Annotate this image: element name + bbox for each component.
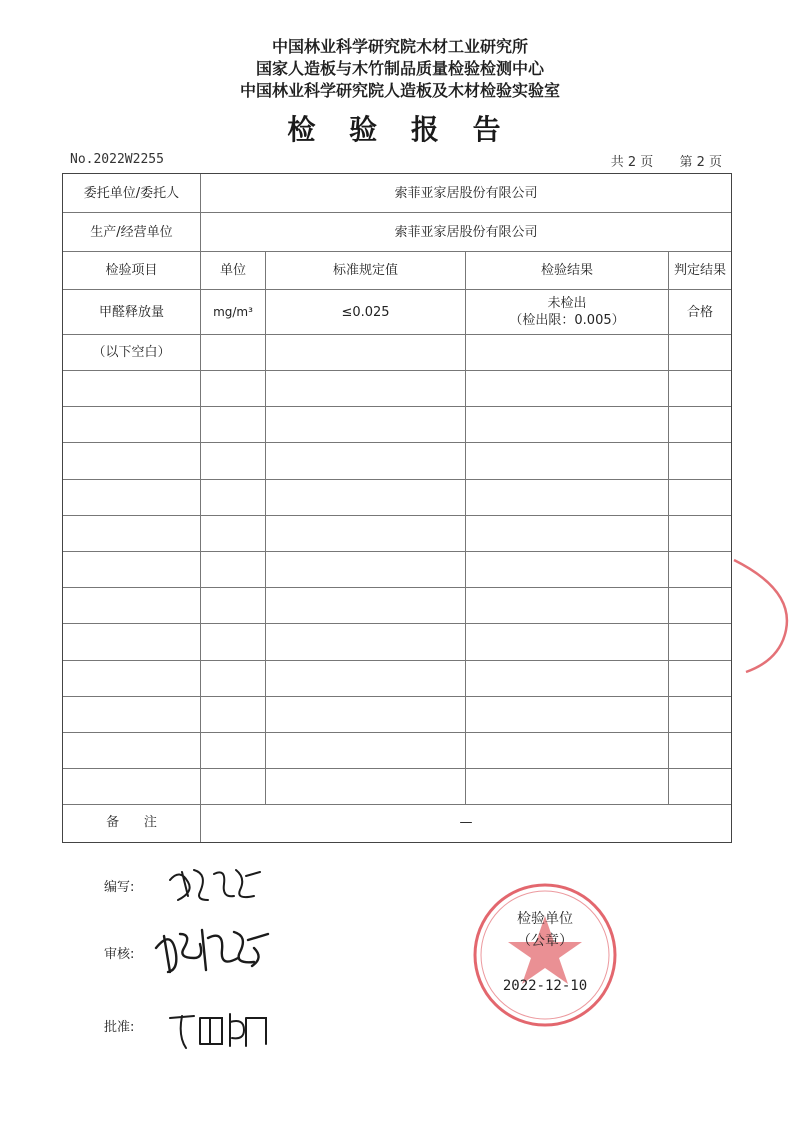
empty-cell — [466, 697, 669, 732]
empty-cell — [201, 624, 266, 659]
reviewer-signature — [150, 918, 280, 978]
header-standard: 标准规定值 — [266, 252, 466, 289]
empty-cell — [266, 624, 466, 659]
empty-cell — [466, 480, 669, 515]
empty-cell — [201, 371, 266, 406]
empty-cell — [266, 371, 466, 406]
empty-cell — [266, 516, 466, 551]
empty-cell — [63, 624, 201, 659]
cell-unit: mg/m³ — [201, 290, 266, 334]
empty-cell — [669, 661, 731, 696]
table-row — [63, 588, 731, 624]
empty-cell — [466, 769, 669, 804]
empty-cell — [266, 588, 466, 623]
empty-cell — [201, 407, 266, 442]
empty-cell — [63, 516, 201, 551]
empty-cell — [266, 552, 466, 587]
table-row — [63, 371, 731, 407]
empty-cell — [201, 697, 266, 732]
cell-result — [466, 290, 669, 334]
producer-row — [63, 213, 731, 252]
empty-cell — [669, 480, 731, 515]
empty-cell — [466, 335, 669, 370]
empty-cell — [466, 661, 669, 696]
empty-cell — [669, 407, 731, 442]
approver-label: 批准: — [104, 1020, 135, 1035]
empty-cell — [466, 733, 669, 768]
author-label: 编写: — [104, 880, 135, 895]
empty-cell — [669, 371, 731, 406]
empty-cell — [466, 552, 669, 587]
empty-cell — [266, 335, 466, 370]
table-row — [63, 290, 731, 335]
total-pages: 共 2 页 — [610, 155, 654, 170]
org-line-3: 中国林业科学研究院人造板及木材检验实验室 — [239, 81, 560, 100]
client-row — [63, 174, 731, 213]
table-header-row — [63, 252, 731, 290]
empty-cell — [266, 661, 466, 696]
empty-cell — [669, 552, 731, 587]
empty-cell — [466, 443, 669, 478]
remarks-value: — — [459, 815, 473, 830]
table-row — [63, 516, 731, 552]
empty-cell — [266, 769, 466, 804]
client-value: 索菲亚家居股份有限公司 — [394, 185, 538, 201]
empty-cell — [669, 588, 731, 623]
table-row — [63, 480, 731, 516]
blank-marker-row — [63, 335, 731, 371]
org-line-1: 中国林业科学研究院木材工业研究所 — [271, 37, 528, 56]
empty-cell — [201, 661, 266, 696]
header-unit: 单位 — [201, 252, 266, 289]
empty-cell — [201, 480, 266, 515]
empty-cell — [63, 588, 201, 623]
empty-cell — [63, 697, 201, 732]
cell-result-line-1: 未检出 — [547, 296, 587, 311]
author-signature — [162, 860, 272, 906]
empty-cell — [466, 588, 669, 623]
blank-marker: （以下空白） — [63, 335, 201, 370]
empty-cell — [669, 624, 731, 659]
cell-verdict: 合格 — [686, 304, 713, 320]
empty-cell — [201, 443, 266, 478]
empty-cell — [266, 697, 466, 732]
table-row — [63, 624, 731, 660]
table-row — [63, 733, 731, 769]
seal-date: 2022-12-10 — [502, 978, 588, 994]
seal-label: （公章） — [517, 933, 573, 949]
empty-cell — [63, 371, 201, 406]
approver-signature — [164, 1004, 274, 1052]
empty-cell — [63, 443, 201, 478]
empty-cell — [63, 480, 201, 515]
producer-value: 索菲亚家居股份有限公司 — [394, 224, 538, 240]
report-title: 检 验 报 告 — [287, 113, 513, 146]
table-row — [63, 407, 731, 443]
seal-icon — [470, 880, 620, 1030]
table-row — [63, 697, 731, 733]
table-row — [63, 661, 731, 697]
remarks-label: 备 注 — [63, 803, 201, 842]
empty-cell — [63, 769, 201, 804]
empty-cell — [466, 371, 669, 406]
cell-result-line-2: （检出限：0.005） — [509, 313, 625, 328]
empty-cell — [201, 769, 266, 804]
empty-cell — [63, 733, 201, 768]
org-line-2: 国家人造板与木竹制品质量检验检测中心 — [255, 59, 544, 78]
producer-label: 生产/经营单位 — [63, 213, 201, 251]
empty-cell — [201, 733, 266, 768]
table-row — [63, 769, 731, 805]
client-label: 委托单位/委托人 — [63, 174, 201, 212]
empty-cell — [266, 480, 466, 515]
empty-cell — [669, 516, 731, 551]
empty-cell — [669, 335, 731, 370]
official-seal — [470, 880, 620, 1030]
empty-cell — [63, 661, 201, 696]
empty-cell — [63, 552, 201, 587]
header-item: 检验项目 — [63, 252, 201, 289]
empty-cell — [669, 443, 731, 478]
page-indicator — [605, 151, 722, 170]
empty-cell — [669, 697, 731, 732]
reviewer-label: 审核: — [104, 947, 135, 962]
report-number: No.2022W2255 — [70, 152, 164, 167]
header — [0, 36, 800, 102]
cell-item: 甲醛释放量 — [63, 290, 201, 334]
empty-cell — [466, 407, 669, 442]
empty-cell — [201, 552, 266, 587]
header-result: 检验结果 — [466, 252, 669, 289]
empty-cell — [201, 588, 266, 623]
empty-cell — [669, 769, 731, 804]
cell-standard: ≤0.025 — [266, 290, 466, 334]
table-row — [63, 443, 731, 479]
empty-cell — [201, 335, 266, 370]
edge-seal-icon — [726, 556, 800, 676]
table-row — [63, 552, 731, 588]
header-verdict: 判定结果 — [673, 263, 726, 278]
remarks-row — [63, 803, 731, 842]
empty-cell — [466, 516, 669, 551]
empty-cell — [266, 733, 466, 768]
empty-cell — [63, 407, 201, 442]
empty-cell — [201, 516, 266, 551]
seal-unit-label: 检验单位 — [517, 911, 573, 927]
empty-cell — [466, 624, 669, 659]
current-page: 第 2 页 — [679, 155, 722, 170]
empty-cell — [266, 407, 466, 442]
report-table — [62, 173, 732, 843]
empty-cell — [266, 443, 466, 478]
empty-cell — [669, 733, 731, 768]
